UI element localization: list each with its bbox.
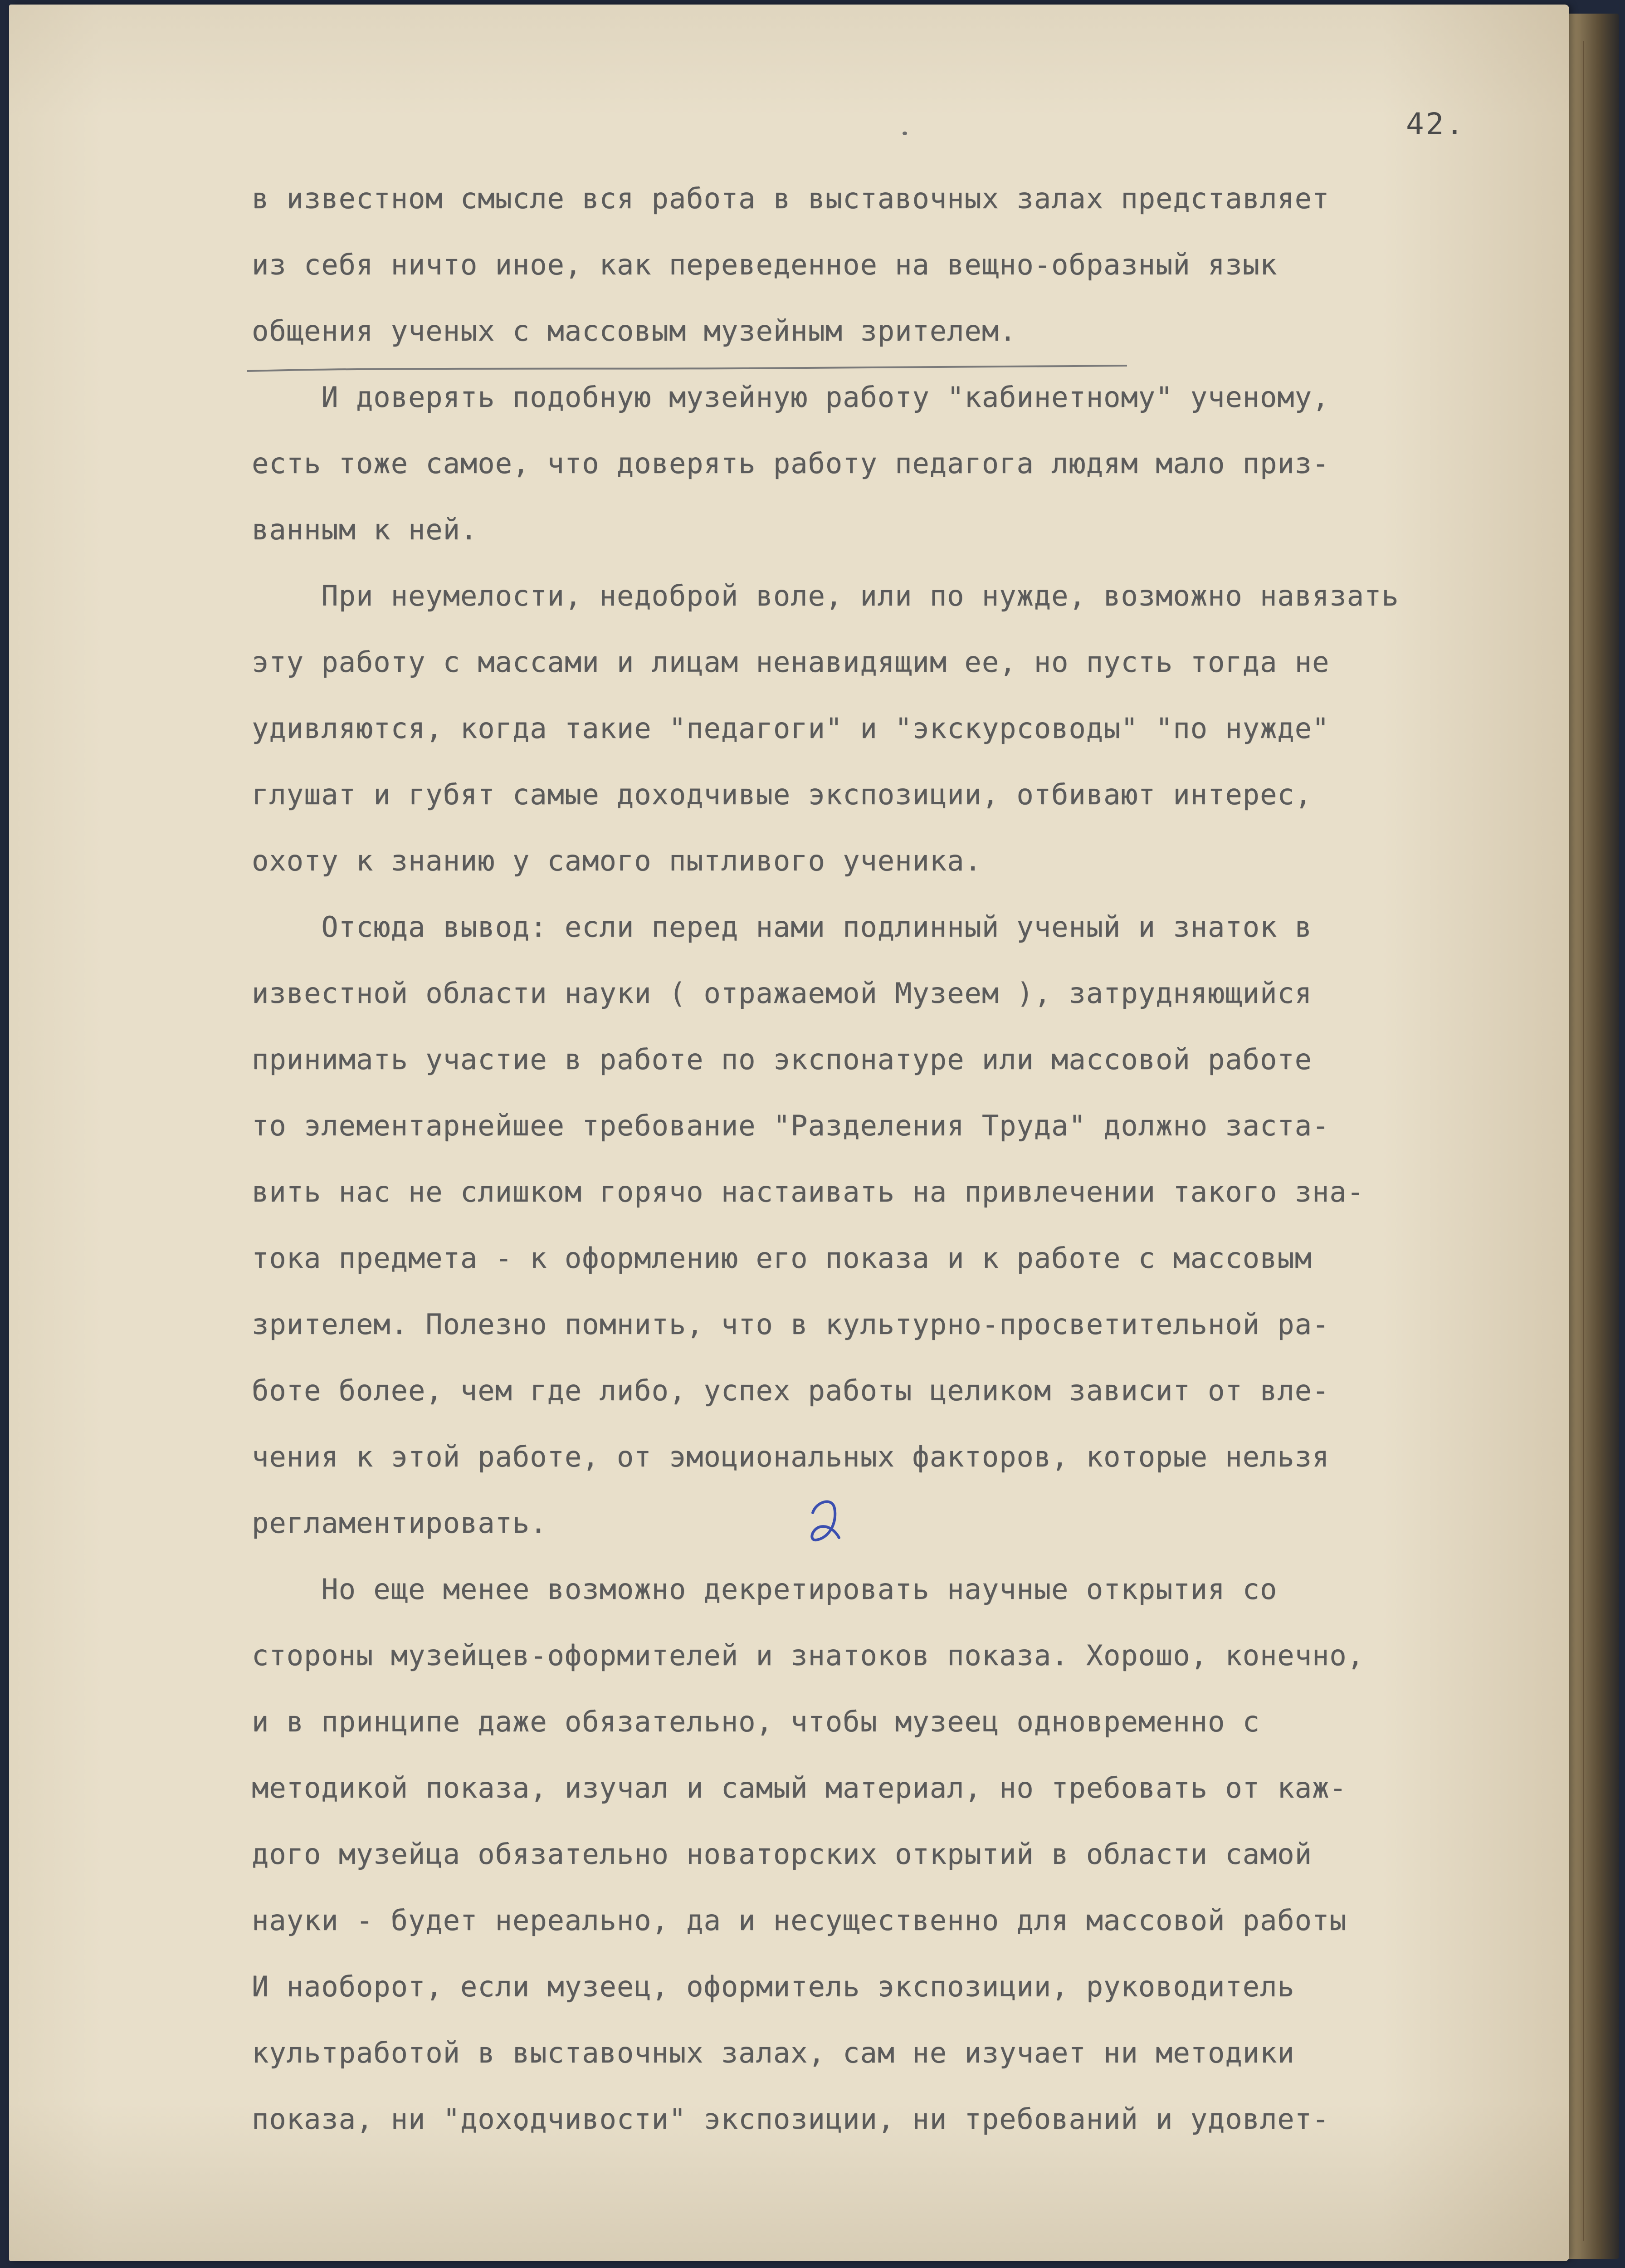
text-line: и в принципе даже обязательно, чтобы музеец одновременно с xyxy=(252,1705,1260,1738)
text-line: ванным к ней. xyxy=(252,513,478,546)
text-line: в известном смысле вся работа в выставочных залах представляет xyxy=(252,182,1330,215)
page-edge-line xyxy=(1583,41,1584,2241)
text-line: культработой в выставочных залах, сам не изучает ни методики xyxy=(252,2036,1295,2069)
text-line: вить нас не слишком горячо настаивать на привлечении такого зна- xyxy=(252,1175,1364,1208)
paper-speck xyxy=(903,132,907,135)
text-line: При неумелости, недоброй воле, или по нужде, возможно навязать xyxy=(252,579,1399,612)
text-line: из себя ничто иное, как переведенное на вещно-образный язык xyxy=(252,248,1278,281)
text-line: удивляются, когда такие "педагоги" и "экскурсоводы" "по нужде" xyxy=(252,712,1330,745)
text-line: показа, ни "доходчивости" экспозиции, ни требований и удовлет- xyxy=(252,2102,1330,2136)
text-line: боте более, чем где либо, успех работы целиком зависит от вле- xyxy=(252,1374,1330,1407)
text-line: охоту к знанию у самого пытливого ученика. xyxy=(252,844,982,877)
text-line: принимать участие в работе по экспонатуре или массовой работе xyxy=(252,1043,1312,1076)
text-line: есть тоже самое, что доверять работу педагога людям мало приз- xyxy=(252,447,1330,480)
text-line: тока предмета - к оформлению его показа и к работе с массовым xyxy=(252,1242,1312,1275)
text-line: глушат и губят самые доходчивые экспозиции, отбивают интерес, xyxy=(252,778,1312,811)
page-number: 42. xyxy=(1406,107,1466,142)
text-line: методикой показа, изучал и самый материал, но требовать от каж- xyxy=(252,1771,1347,1804)
text-line: чения к этой работе, от эмоциональных факторов, которые нельзя xyxy=(252,1440,1330,1473)
text-line: зрителем. Полезно помнить, что в культурно-просветительной ра- xyxy=(252,1308,1330,1341)
text-line: Отсюда вывод: если перед нами подлинный ученый и знаток в xyxy=(252,910,1312,943)
text-line: И доверять подобную музейную работу "кабинетному" ученому, xyxy=(252,381,1330,414)
text-line: регламентировать. xyxy=(252,1506,547,1540)
text-line: то элементарнейшее требование "Разделения Труда" должно заста- xyxy=(252,1109,1330,1142)
body-text xyxy=(252,166,1567,2152)
text-line: дого музейца обязательно новаторских открытий в области самой xyxy=(252,1838,1312,1871)
text-line: И наоборот, если музеец, оформитель экспозиции, руководитель xyxy=(252,1970,1295,2003)
typewritten-page xyxy=(9,5,1569,2261)
text-line: Но еще менее возможно декретировать научные открытия со xyxy=(252,1573,1278,1606)
text-line: общения ученых с массовым музейным зрителем. xyxy=(252,314,1017,347)
text-line: науки - будет нереально, да и несущественно для массовой работы xyxy=(252,1904,1347,1937)
text-line: эту работу с массами и лицам ненавидящим ее, но пусть тогда не xyxy=(252,645,1330,679)
text-line: известной области науки ( отражаемой Музеем ), затрудняющийся xyxy=(252,977,1312,1010)
text-line: стороны музейцев-оформителей и знатоков показа. Хорошо, конечно, xyxy=(252,1639,1364,1672)
